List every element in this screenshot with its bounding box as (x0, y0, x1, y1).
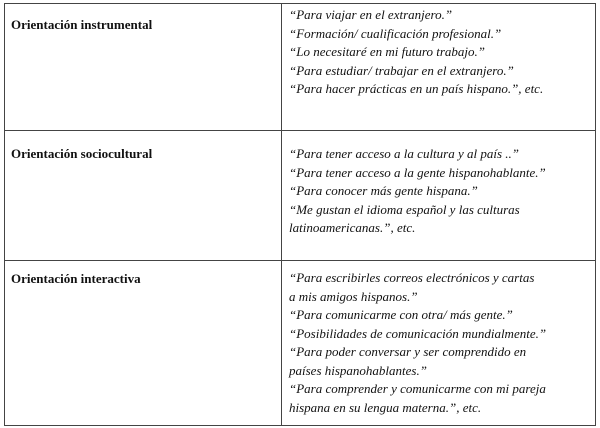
quote-line: “Para escribirles correos electrónicos y cartas (289, 270, 535, 285)
quote-line: “Para comunicarme con otra/ más gente.” (289, 307, 513, 322)
orientation-label: Orientación instrumental (11, 17, 153, 32)
quote-line: “Para hacer prácticas en un país hispano.”, etc. (289, 81, 544, 96)
quote-list (282, 4, 595, 99)
quote-line: “Formación/ cualificación profesional.” (289, 25, 502, 41)
quote-line: hispana en su lengua materna.”, etc. (289, 399, 482, 415)
label-cell (5, 131, 282, 261)
quote-line: “Me gustan el idioma español y las culturas (289, 201, 520, 217)
orientation-label: Orientación interactiva (11, 271, 141, 286)
quote-line: “Lo necesitaré en mi futuro trabajo.” (289, 44, 485, 59)
quote-line: “Para viajar en el extranjero.” (289, 7, 453, 22)
table-row-instrumental (5, 4, 596, 131)
quote-line: “Para tener acceso a la cultura y al país ..” (289, 146, 520, 161)
quote-line: “Para tener acceso a la gente hispanohablante.” (289, 164, 546, 180)
quote-line: “Para comprender y comunicarme con mi pareja (289, 381, 546, 396)
orientation-table (4, 3, 596, 426)
label-cell (5, 4, 282, 131)
quote-line: a mis amigos hispanos.” (289, 288, 418, 304)
quote-line: países hispanohablantes.” (289, 362, 427, 378)
quotes-cell (282, 131, 596, 261)
quote-line: latinoamericanas.”, etc. (289, 220, 416, 235)
quote-line: “Posibilidades de comunicación mundialmente.” (289, 325, 547, 341)
table-row-interactiva (5, 261, 596, 426)
quote-list (282, 131, 595, 238)
table-row-sociocultural (5, 131, 596, 261)
quotes-cell (282, 4, 596, 131)
quote-list (282, 261, 595, 417)
quote-line: “Para conocer más gente hispana.” (289, 183, 478, 198)
quote-line: “Para poder conversar y ser comprendido en (289, 344, 527, 359)
orientation-label: Orientación sociocultural (11, 146, 153, 161)
quote-line: “Para estudiar/ trabajar en el extranjero.” (289, 62, 514, 78)
label-cell (5, 261, 282, 426)
quotes-cell (282, 261, 596, 426)
